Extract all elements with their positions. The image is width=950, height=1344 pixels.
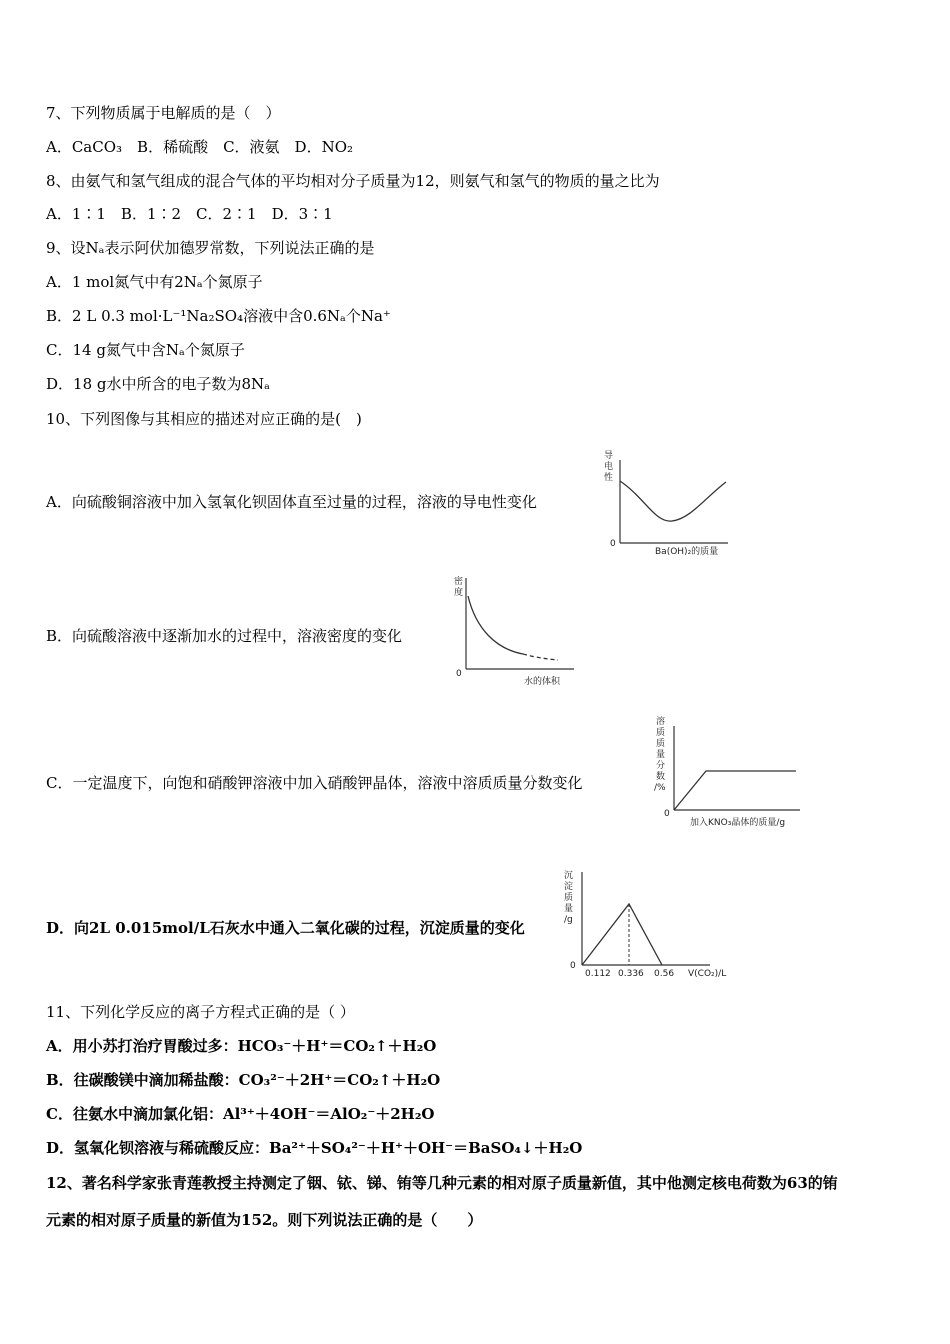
fig-a-ylabel-1: 导 [604, 451, 614, 461]
figure-c-mass-fraction [652, 712, 812, 830]
q8-stem: 8、由氨气和氢气组成的混合气体的平均相对分子质量为12，则氨气和氢气的物质的量之比为 [46, 172, 660, 190]
fig-d-tick-3: 0.56 [654, 969, 675, 979]
fig-d-xlabel: V(CO₂)/L [688, 969, 727, 979]
q10-option-b: B．向硫酸溶液中逐渐加水的过程中，溶液密度的变化 [46, 627, 403, 645]
figure-b-density [448, 574, 578, 689]
fig-a-origin: 0 [610, 539, 616, 549]
fig-c-curve [674, 771, 796, 810]
fig-c-ylabel-7: /% [654, 783, 666, 793]
fig-c-ylabel-2: 质 [656, 728, 666, 738]
fig-b-curve [468, 596, 523, 654]
fig-b-ylabel-2: 度 [454, 588, 464, 598]
fig-a-ylabel-3: 性 [604, 473, 614, 483]
fig-d-ylabel-1: 沉 [564, 871, 574, 881]
fig-b-ylabel-1: 密 [454, 577, 464, 587]
q8-options: A．1∶1 B．1∶2 C．2∶1 D．3∶1 [46, 205, 333, 223]
q12-line-1: 12、著名科学家张青莲教授主持测定了铟、铱、锑、铕等几种元素的相对原子质量新值，其中他测定核电荷数为63的铕 [46, 1174, 838, 1192]
q11-option-a: A．用小苏打治疗胃酸过多：HCO₃⁻＋H⁺＝CO₂↑＋H₂O [46, 1037, 437, 1055]
q10-option-c: C．一定温度下，向饱和硝酸钾溶液中加入硝酸钾晶体，溶液中溶质质量分数变化 [46, 774, 583, 792]
fig-d-ylabel-3: 质 [564, 893, 574, 903]
fig-a-ylabel-2: 电 [604, 462, 614, 472]
fig-d-ylabel-2: 淀 [564, 882, 574, 892]
q11-option-b: B．往碳酸镁中滴加稀盐酸：CO₃²⁻＋2H⁺＝CO₂↑＋H₂O [46, 1071, 441, 1089]
fig-a-curve [620, 481, 726, 521]
q7-stem: 7、下列物质属于电解质的是（ ） [46, 104, 281, 122]
fig-d-tick-2: 0.336 [618, 969, 644, 979]
q10-option-d: D．向2L 0.015mol/L石灰水中通入二氧化碳的过程，沉淀质量的变化 [46, 919, 525, 937]
fig-b-origin: 0 [456, 669, 462, 679]
q9-option-a: A．1 mol氮气中有2Nₐ个氮原子 [46, 273, 263, 291]
q9-stem: 9、设Nₐ表示阿伏加德罗常数，下列说法正确的是 [46, 239, 375, 257]
fig-b-curve-dashed [523, 654, 558, 660]
q9-option-d: D．18 g水中所含的电子数为8Nₐ [46, 375, 270, 393]
fig-c-ylabel-5: 分 [656, 761, 666, 771]
fig-c-origin: 0 [664, 809, 670, 819]
q9-option-c: C．14 g氮气中含Nₐ个氮原子 [46, 341, 245, 359]
q9-option-b: B．2 L 0.3 mol·L⁻¹Na₂SO₄溶液中含0.6Nₐ个Na⁺ [46, 307, 391, 325]
q7-options: A．CaCO₃ B．稀硫酸 C．液氨 D．NO₂ [46, 138, 354, 156]
fig-c-xlabel: 加入KNO₃晶体的质量/g [690, 818, 786, 828]
fig-d-curve [582, 904, 662, 965]
fig-c-ylabel-3: 质 [656, 739, 666, 749]
fig-b-xlabel: 水的体积 [524, 677, 561, 687]
fig-c-ylabel-4: 量 [656, 750, 666, 760]
fig-d-ylabel-5: /g [564, 915, 573, 925]
q11-option-d: D．氢氧化钡溶液与稀硫酸反应：Ba²⁺＋SO₄²⁻＋H⁺＋OH⁻＝BaSO₄↓＋H₂O [46, 1139, 583, 1157]
fig-c-ylabel-6: 数 [656, 772, 666, 782]
fig-d-ylabel-4: 量 [564, 904, 574, 914]
fig-a-xlabel: Ba(OH)₂的质量 [655, 547, 719, 557]
q10-stem: 10、下列图像与其相应的描述对应正确的是( ) [46, 410, 362, 428]
fig-c-ylabel-1: 溶 [656, 717, 666, 727]
q11-option-c: C．往氨水中滴加氯化铝：Al³⁺＋4OH⁻＝AlO₂⁻＋2H₂O [46, 1105, 435, 1123]
fig-d-origin: 0 [570, 961, 576, 971]
q11-stem: 11、下列化学反应的离子方程式正确的是（ ） [46, 1003, 355, 1021]
figure-d-precipitate [560, 868, 730, 983]
q10-option-a: A．向硫酸铜溶液中加入氢氧化钡固体直至过量的过程，溶液的导电性变化 [46, 493, 537, 511]
figure-a-conductivity [600, 448, 735, 558]
fig-d-tick-1: 0.112 [585, 969, 611, 979]
q12-line-2: 元素的相对原子质量的新值为152。则下列说法正确的是（ ） [46, 1211, 483, 1229]
